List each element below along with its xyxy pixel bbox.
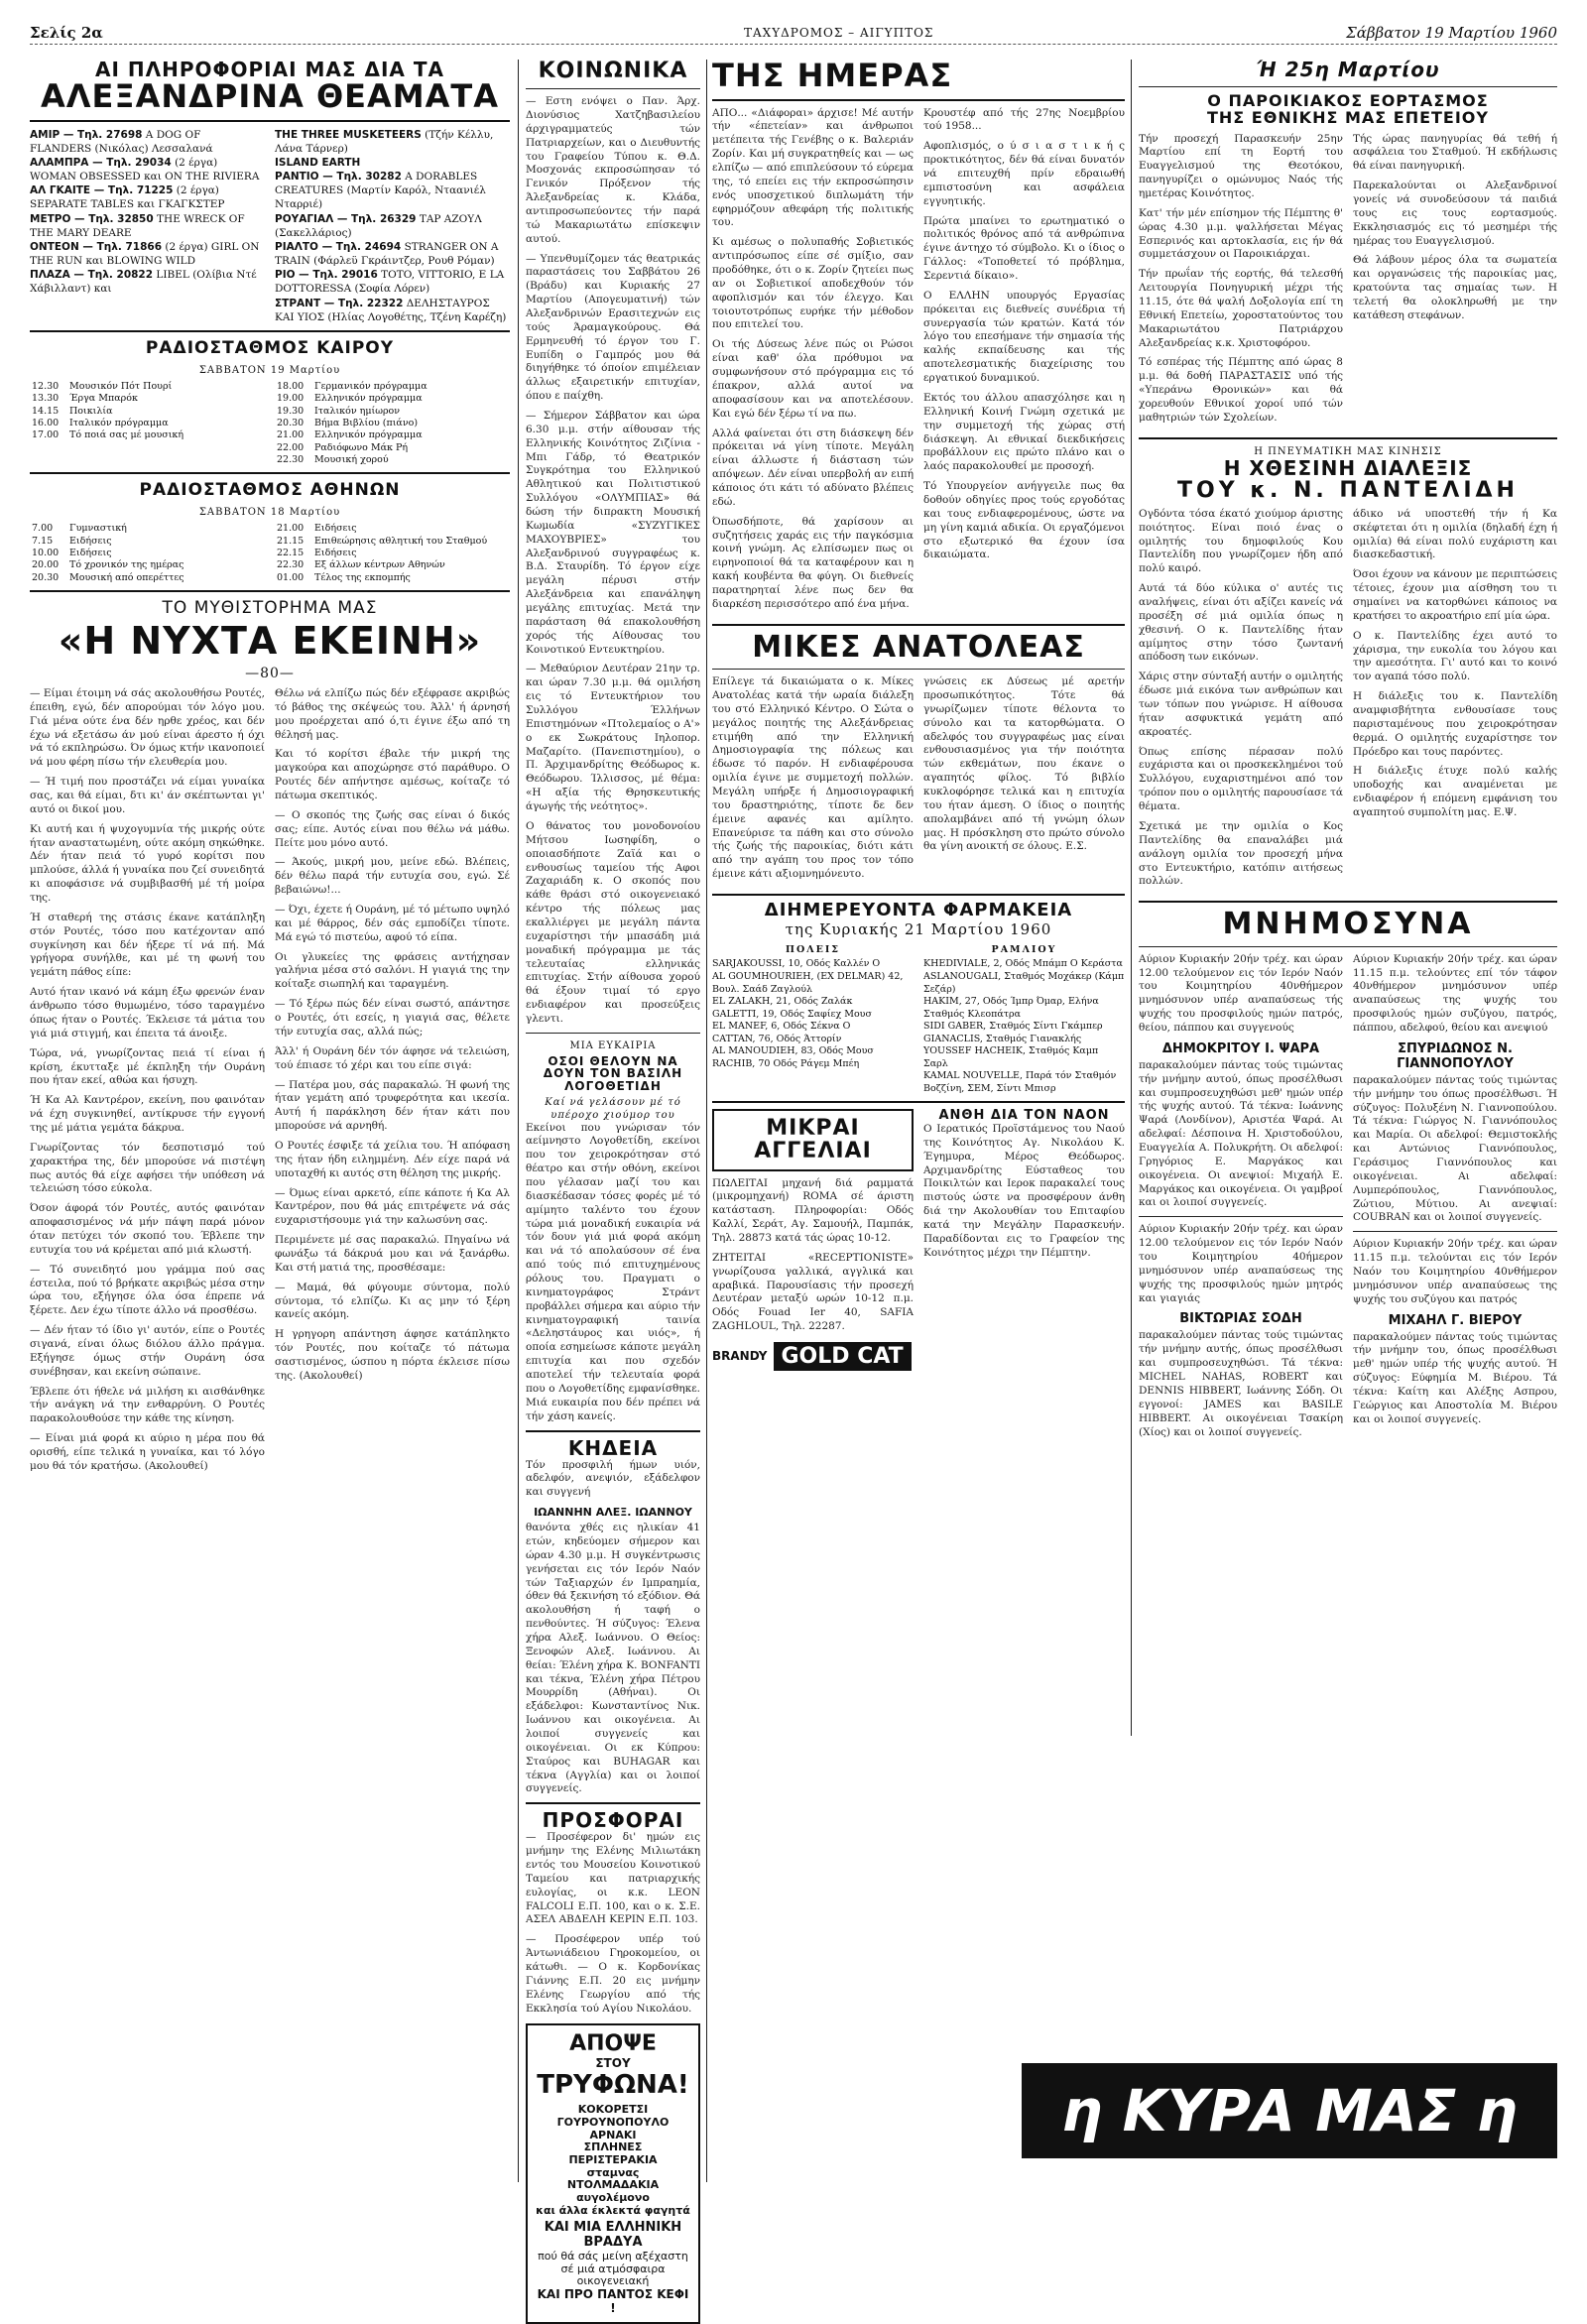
memorial-name: ΔΗΜΟΚΡΙΤΟΥ Ι. ΨΑΡΑ <box>1161 1040 1320 1056</box>
day-paragraph: Όπωσδήποτε, θά χαρίσουν αι συζητήσεις χαράς εις τήν παγκόσμια κοινή γνώμη. Ας ελπίσωμεν πως οι ειρηνοποιοί θά τα καταφέρουν και η κακή κουβέντα θα φύγη. Οι διεθνείς παρατηρηταί λένε πως δεν θα διαρκέση περισσότερο από ένα μήνα. <box>712 515 914 610</box>
pharmacies-list <box>712 942 1125 1095</box>
cinema-entry <box>30 212 265 240</box>
social-item: — Εστη ενόψει ο Παν. Άρχ. Διονύσιος Χατζηβασιλείου άρχιγραμματεύς τών Πατριαρχείων, και ο Διευθυντής του Γραφείου Τύπου κ. Θ.Δ. Μοσχονάς εκπροσώπησαν τό Γενικόν Πρόξενον τής Άλεξανδρείας κ. Κλάδα, αντιπροσωπεύοντες τήν παρά τώ Μακαριωτάτω επίσκεψιν αυτού. <box>526 95 700 245</box>
novel-paragraph: Έβλεπε ότι ήθελε νά μιλήση κι αισθάνθηκε τήν ανάγκη νά την ενθαρρύνη. Ο Ρουτές παρακολουθούσε την κάθε της κίνηση. <box>30 1385 265 1425</box>
novel-paragraph: Οι γλυκείες της φράσεις αντήχησαν γαλήνια μέσα στό σαλόνι. Η γιαγιά της την κοίταξε σιωπηλή και ταραγμένη. <box>275 950 510 991</box>
cinema-listings <box>30 128 510 324</box>
program-time: 12.30 <box>32 381 60 392</box>
lecture-title-2: ΤΟΥ κ. Ν. ΠΑΝΤΕΛΙΔΗ <box>1177 477 1519 503</box>
novel-paragraph: Όσον άφορά τόν Ρουτές, αυτός φαινόταν αποφασισμένος νά μήν πάψη παρά μόνον όταν πετύχει τόν σκοπό του. Έβλεπε την ευτυχία του νά κρέμεται από μιά κλωστή. <box>30 1202 265 1256</box>
novel-paragraph: Τώρα, νά, γνωρίζοντας πειά τί είναι ή κρίση, έκυτταξε μέ έκπληξη τήν Ουράνη που ήταν εκεί, αθώα και ήσυχη. <box>30 1046 265 1087</box>
page-number: Σελίς 2α <box>30 24 103 42</box>
program-time: 22.15 <box>277 548 305 559</box>
festival-paragraph: Τήν πρωΐαν τής εορτής, θά τελεσθή Λειτουργία Πονηγυρική μέχρι τής 11.15, ότε θά ψαλή Δοξολογία επί τη Εθνική Επετείω, χοροστατούντος του Μακαριωτάτου Πατριάρχου Αλεξανδρείας κ.κ. Χριστοφόρου. <box>1139 268 1343 349</box>
pharmacy-entry: KAMAL NOUVELLE, Παρά τόν Σταθμόν Βοζζίνη, ΣΕΜ, Σίντι Μπισρ <box>923 1070 1117 1094</box>
program-time: 17.00 <box>32 429 60 441</box>
program-row <box>275 393 510 405</box>
novel-paragraph: Ο Ρουτές έσφιξε τά χείλια του. Ή απόφαση της ήταν ήδη ειλημμένη. Δέν είχε παρά νά υποταχθή κι αυτός στη θέληση της μικρής. <box>275 1139 510 1179</box>
festival-paragraph: Τήν προσεχή Παρασκευήν 25ην Μαρτίου επί τη Εορτή του Ευαγγελισμού της Θεοτόκου, πανηγυρίζει ο ομώνυμος Ναός τής ημετέρας Κοινότητος. <box>1139 132 1343 200</box>
novel-paragraph: — Ο σκοπός της ζωής σας είναι ό δικός σας; είπε. Αυτός είναι που θέλω νά μάθω. Πείτε μου μόνο αυτό. <box>275 808 510 849</box>
day-text-right <box>923 107 1125 618</box>
lecture-body <box>1139 508 1557 895</box>
ad-kefi: ΚΑΙ ΠΡΟ ΠΑΝΤΟΣ ΚΕΦΙ ! <box>537 2286 689 2315</box>
ad-menu <box>534 2104 692 2217</box>
cinema-list-left <box>30 128 265 324</box>
cinema-film: ΔΕΛΗΣΤΑΥΡΟΣ ΚΑΙ ΥΙΟΣ (Ηλίας Λογοθέτης, Τζένη Καρέζη) <box>275 297 507 323</box>
memorial-text: παρακαλούμεν πάντας τούς τιμώντας τήν μνήμην του, όπως προσέλθωσι μεθ' ημών υπέρ τής ψυχής αυτού. Ή σύζυγος: Εύφημία Μ. Βιέρου. Τά τέκνα: Καίτη και Αλέξης Ασπρου, Γεώργιος και Αποστολία Μ. Βιέρου και οι λοιποί συγγενείς. <box>1353 1330 1557 1425</box>
day-paragraph: Πρώτα μπαίνει το ερωτηματικό ο πολιτικός θρόνος από τά ανθρώπινα έγινε άντηχο τό σύμβολο. Κι ο ίδιος ο Γάλλος: «Τοποθετεί τό πρόβλημα, Σερεντιά δίκαιο». <box>923 214 1125 283</box>
cinema-film: A DOG OF FLANDERS (Νικόλας) Λεσσαλανά <box>30 128 213 155</box>
pharmacy-entry: AL MANOUDIEH, 83, Οδός Μουσ <box>712 1045 874 1057</box>
column-rule <box>1131 60 1132 1736</box>
program-row <box>275 454 510 466</box>
novel-body <box>30 687 510 1480</box>
lecture-paragraph: Όσοι έχουν να κάνουν με περιπτώσεις τέτοιες, έχουν μια αίσθηση του τι σημαίνει να κατορθώνει κάποιος να κρατήσει το ακροατήριο επί μία ώρα. <box>1353 568 1557 622</box>
program-row <box>275 381 510 393</box>
radio-athens-day: ΣΑΒΒΑΤΟΝ 18 Μαρτίου <box>198 507 341 519</box>
mikes-title: ΜΙΚΕΣ ΑΝΑΤΟΛΕΑΣ <box>752 629 1085 665</box>
opportunity-subtitle: Καί νά γελάσουν μέ τό υπέροχο χιούμορ του <box>545 1096 681 1121</box>
funeral-intro: Τόν προσφιλή ήμων υιόν, αδελφόν, ανεψιόν, εξάδελφον και συγγενή <box>526 1458 700 1499</box>
cinema-name: ΜΕΤΡΟ — Τηλ. 32850 <box>30 212 154 225</box>
pharmacy-entry: CATTAN, 76, Οδός Άττορίν <box>712 1033 842 1044</box>
novel-title: «Η ΝΥΧΤΑ ΕΚΕΙΝΗ» <box>58 619 482 664</box>
cinema-name: ΣΤΡΑΝΤ — Τηλ. 22322 <box>275 297 404 309</box>
program-time: 21.00 <box>277 523 305 535</box>
funeral-text: θανόντα χθές εις ηλικίαν 41 ετών, κηδεύομεν σήμερον και ώραν 4.30 μ.μ. Η συγκέντρωσις γενήσεται εις τόν Ιερόν Ναόν τών Ταξιαρχών έν Ιμπραημία, όθεν θά ξεκινήση τό εξόδιον. Θά ακολουθήση ή ταφή ο πενθούντες. Ή σύζυγος: Έλενα χήρα Αλεξ. Ιωάννου. Ο Θείος: Ξενοφών Αλεξ. Ιωάννου. Αι θείαι: Έλένη χήρα Κ. BONFANTI και τέκνα, Έλένη χήρα Πέτρου Μουρρίδη (Αθήναι). Οι εξάδελφοι: Κωνσταντίνος Νικ. Ιωάννου και οικογένεια. Αι λοιποί συγγενείς και οικογένειαι. Οι εκ Κύπρου: Σταύρος και BUHAGAR και τέκνα (Αγγλία) και οι λοιποί συγγενείς. <box>526 1522 700 1795</box>
novel-paragraph: — Μαμά, θά φύγουμε σύντομα, πολύ σύντομα, τό ελπίζω. Κι ας μην τό ξέρη κανείς ακόμη. <box>275 1281 510 1321</box>
memorial-text: παρακαλούμεν πάντας τούς τιμώντας τήν μνήμην αυτού, όπως προσέλθωσι και συμπροσευχηθώσι μεθ' ημών υπέρ τής ψυχής αυτού. Τά τέκνα: Ιωάννης Ψαρά (Λονδίνον), Αριστέα Ψαρά. Αι αδελφαί: Δέσποινα Η. Χριστοδούλου, Ευαγγελία Α. Πολυκρήτη. Οι αδελφοί: Γρηγόριος Ε. Μαργάκος και οικογένεια. Οι ανεψιοί: Μιχαήλ Ε. Μαργάκος και οικογένεια. Οι γαμβροί και οι λοιποί συγγενείς. <box>1139 1058 1343 1209</box>
program-time: 7.15 <box>32 535 54 547</box>
program-row <box>275 548 510 559</box>
novel-paragraph: — Είμαι έτοιμη νά σάς ακολουθήσω Ρουτές, έπειθη, εγώ, δέν απορούμαι τόν λόγο μου. Γιά μένα ούτε ένα δέν ηρθε χρέος, και δέν έχω νά εξετάσω άν μού είναι άρεστο ή όχι νά τό εκπληρώσω. Όν όμως κτήν ικανοποιεί νά μου φέρη πίσω τήν ελευθερία μου. <box>30 687 265 769</box>
program-time: 16.00 <box>32 418 60 429</box>
memorial-intro: Αύριον Κυριακήν 20ήν τρέχ. και ώραν 12.00 τελούμενον εις τόν Ιερόν Ναόν του Κοιμητηρίου 40νθήμερον μνημόσυνον υπέρ αναπαύσεως τής ψυχής του προσφιλούς ημών πατρός, θείου, πάππου και συγγενούς <box>1139 952 1343 1035</box>
festival-paragraph: Τό εσπέρας τής Πέμπτης από ώρας 8 μ.μ. θά δοθή ΠΑΡΑΣΤΑΣΙΣ υπό τής «Υπεράνω Θρονικών» και θά χορευθούν Εθνικοί χοροί υπό τών μαθητριών τών Σχολείων. <box>1139 356 1343 424</box>
lecture-paragraph: άδικο νά υποστεθή τήν ή Κα σκέφτεται ότι η ομιλία (δηλαδή έχη ή ομιλία) θά είναι πολύ ευχάριστη και διασκεδαστική. <box>1353 507 1557 561</box>
program-title: Επιθεώρησις αθλητική του Σταθμού <box>314 535 488 547</box>
classifieds-box <box>712 1109 914 1170</box>
memorials-right <box>1353 953 1557 1446</box>
festival-title-1: Ο ΠΑΡΟΙΚΙΑΚΟΣ ΕΟΡΤΑΣΜΟΣ <box>1207 91 1489 110</box>
tryfonas-ad <box>526 2023 700 2323</box>
flowers-text: Ο Ιερατικός Προϊστάμενος του Ναού της Κοινότητος Αγ. Νικολάου Κ. Έγημυρα, Μέρος Θεόδωρος. Αρχιμανδρίτης Εύσταθεος του Ποικιλτών και Ιεροκ παρακαλεί τους πιστούς ώστε να προσφέρουν άνθη διά την Ακολουθίαν του Επιταφίου κατά την Μεγάλην Παρασκευήν. Παραδίδονται εις το Γραφείον της Κοινότητος μέχρι την Πέμπτην. <box>923 1122 1125 1259</box>
column-rule <box>518 60 519 2182</box>
mikes-body <box>712 675 1125 888</box>
program-time: 7.00 <box>32 523 54 535</box>
column-rule <box>706 60 707 2182</box>
classifieds-title: ΜΙΚΡΑΙ ΑΓΓΕΛΙΑΙ <box>754 1116 872 1164</box>
program-title: Ποικιλία <box>69 405 113 417</box>
pharmacies-date: της Κυριακής 21 Μαρτίου 1960 <box>785 919 1052 938</box>
cinema-title: ΑΛΕΞΑΝΔΡΙΝΑ ΘΕΑΜΑΤΑ <box>41 77 499 115</box>
ad-menu-item: σταμνας <box>586 2165 640 2179</box>
pharmacy-entry: AL GOUMHOURIEH, (EX DELMAR) 42, Βουλ. Σαάδ Ζαγλούλ <box>712 971 904 995</box>
memorials-body <box>1139 953 1557 1446</box>
cinema-name: ΟΝΤΕΟΝ — Τηλ. 71866 <box>30 240 163 253</box>
program-title: Μουσική από οπερέττες <box>69 571 184 583</box>
program-time: 22.30 <box>277 454 305 466</box>
day-text-left <box>712 107 914 618</box>
radio-athens-title: ΡΑΔΙΟΣΤΑΘΜΟΣ ΑΘΗΝΩΝ <box>139 480 401 501</box>
program-time: 21.15 <box>277 535 305 547</box>
memorial-text: παρακαλούμεν πάντας τούς τιμώντας τήν μνήμην του όπως προσέλθωσι. Ή σύζυγος: Πολυξένη Ν. Γιαννοπούλου. Τά τέκνα: Γιώργος Ν. Γιαννόπουλος και Μαρία. Οι αδελφοί: Θεμιστοκλής και Αντώνιος Γιαννόπουλος, Γεράσιμος Γιαννόπουλος και οικογένειαι. Αι αδελφαί: Λυμπερόπουλος, Γιαννόπουλος, Ζώτιου, Μύτιου. Αι ανεψιαί: COUBRAN και οι λοιποί συγγενείς. <box>1353 1073 1557 1224</box>
program-row <box>30 523 265 535</box>
novel-paragraph: Αυτό ήταν ικανό νά κάμη έξω φρενών έναν άνθρωπο τόσο θυμωμένο, τόσο ταραγμένο όπως ήταν ο Ρουτές. Έκλεισε τά μάτια του γιά μιά στιγμή, και έπειτα τά άνοιξε. <box>30 986 265 1040</box>
program-row <box>30 418 265 429</box>
cinema-entry <box>275 170 510 212</box>
program-row <box>275 406 510 418</box>
pharmacy-entry: GIANACLIS, Σταθμός Γιανακλής <box>923 1033 1082 1044</box>
ad-tryfona: ΤΡΥΦΩΝΑ! <box>537 2069 689 2100</box>
program-time: 19.00 <box>277 393 305 405</box>
lecture-paragraph: Όπως επίσης πέρασαν πολύ ευχάριστα και οι προσκεκλημένοι τού Συλλόγου, ευχαριστημένοι από τον τρόπον που ο ομιλητής παρουσίασε τά θέματα. <box>1139 745 1343 813</box>
program-title: Ιταλικόν πρόγραμμα <box>69 418 169 429</box>
program-row <box>30 536 265 548</box>
cinema-film: (2 έργα) SEPARATE TABLES και ΓΚΑΓΚΣΤΕΡ <box>30 184 225 211</box>
novel-paragraph: Και τό κορίτσι έβαλε τήν μικρή της μαγκούρα και αποχώρησε στό παράθυρο. Ο Ρουτές δέν απήντησε αμέσως, κοίταζε τό πάτωμα σκεπτικός. <box>275 748 510 802</box>
lecture-paragraph: Αυτά τά δύο κύλικα ο' αυτές τις αναλήψεις, είναι ότι αξίζει κανείς νά προσέξη σέ μιά ομιλία όπως η χθεσινή. Ο κ. Παντελίδης ήταν αμίμητος στην τόσο ζωντανή απόδοση των εικόνων. <box>1139 582 1343 664</box>
program-time: 14.15 <box>32 405 60 417</box>
lecture-paragraph: Σχετικά με την ομιλία ο Κος Παντελίδης θα επαναλάβει μιά ανάλογη ομιλία τον προσεχή μήνα στο Εντευκτήριο, κατόπιν αιτήσεως πολλών. <box>1139 819 1343 888</box>
lower-notices <box>712 1109 1125 1371</box>
program-title: Βήμα Βιβλίου (πιάνο) <box>314 418 419 429</box>
program-title: Γυμναστική <box>69 523 127 535</box>
day-paragraph: Ο ΕΛΛΗΝ υπουργός Εργασίας πρόκειται εις διεθνείς συνέδρια τή συνεργασία τών κρατών. Κατά τόν λόγο του επεσήμανε τήν σημασία τής καλής εκπαίδευσης και τής αποτελεσματικής διαχείρισης του εργατικού δυναμικού. <box>923 289 1125 385</box>
cinema-name: ΑΛ ΓΚΑΙΤΕ — Τηλ. 71225 <box>30 184 174 197</box>
day-paragraph: Αλλά φαίνεται ότι στη διάσκεψη δέν πρόκειται νά γίνη τίποτε. Μεγάλη είναι άλλωστε ή διάσταση τών απόψεων. Δέν είναι υπερβολή αν ειπή κάποιος ότι κάτι τό αδύνατο βλέπεις εδώ. <box>712 427 914 508</box>
program-title: Ελληνικόν πρόγραμμα <box>314 393 423 405</box>
program-row <box>275 523 510 535</box>
program-title: Ειδήσεις <box>69 535 112 547</box>
memorial-intro: Αύριον Κυριακήν 20ήν τρέχ. και ώραν 11.15 π.μ. τελούντες επί τόν τάφον 40νθήμερον μνημόσυνον υπέρ αναπαύσεως της ψυχής του προσφιλούς ημών συζύγου, πατρός, πάππου, αδελφού, θείου και ανεψιού <box>1353 952 1557 1035</box>
pharmacy-entry: EL ZALAKH, 21, Οδός Ζαλάκ <box>712 996 853 1008</box>
cinema-entry <box>275 268 510 296</box>
ad-menu-item: ΑΡΝΑΚΙ <box>589 2128 637 2141</box>
program-title: Ειδήσεις <box>314 548 357 559</box>
day-paragraph: Κι αμέσως ο πολυπαθής Σοβιετικός αντιπρόσωπος είπε σέ σμίξιο, σαν προδόθηκε, ότι ο κ. Ζορίν ζητείει πως αν οι Σοβιετικοί αποδεχθούν τόν αφοπλισμόν και τόν έλεγχο. Και τοιουτοτρόπως ευρήκε τήν μέθοδον που επιτελεί του. <box>712 236 914 331</box>
memorial-intro: Αύριον Κυριακήν 20ήν τρέχ. και ώραν 12.00 τελούμενον εις τόν Ιερόν Ναόν του Κοιμητηρίου 40ήμερον μνημόσυνον υπέρ αναπαύσεως της ψυχής της προσφιλούς ημών μητρός και γιαγιάς <box>1139 1223 1343 1304</box>
opportunity-title: ΟΣΟΙ ΘΕΛΟΥΝ ΝΑ ΔΟΥΝ ΤΟΝ ΒΑΣΙΛΗ ΛΟΓΟΘΕΤΙΔΗ <box>543 1053 683 1093</box>
pharmacy-entry: GALETTI, 19, Οδός Σαφίεχ Μουσ <box>712 1008 872 1020</box>
program-time: 20.30 <box>32 571 60 583</box>
program-row <box>30 393 265 405</box>
pharmacies-ramleh <box>923 958 1125 1095</box>
mikes-text-right: γνώσεις εκ Δύσεως μέ αρετήν προσωπικότητος. Τότε θά γνωρίζωμεν τίποτε θέλοντα το σύνολο και τα κατορθώματα. Ο αδελφός του συγγραφέως μας είναι ενθουσιασμένος για τήν ποιότητα τών εκθεμάτων, που έκανε ο αγαπητός φίλος. Τό βιβλίο κυκλοφόρησε τελικά και η επιτυχία του ήταν άμεση. Ο ίδιος ο ποιητής απολαμβάνει από τή γνώμη όλων μας. Η πρόσκληση στο πρώτο σύνολο θα γίνη ανοικτή σε όλους. Ε.Σ. <box>923 675 1125 853</box>
cinema-name: ΡΙΟ — Τηλ. 29016 <box>275 269 378 282</box>
program-row <box>275 572 510 584</box>
program-time: 13.30 <box>32 393 60 405</box>
program-title: Έργα Μπαρόκ <box>69 393 138 405</box>
ad-unforgettable: πού θά σάς μείνη αξέχαστη <box>538 2250 688 2263</box>
day-paragraph: Οι τής Δύσεως λένε πώς οι Ρώσοι είναι καθ' όλα πρόθυμοι να συμφωνήσουν στό πρόγραμμα εις τό έπακρον, αλλά αυτοί να αποφασίσουν και να αποτελέσουν. Και εγώ δέν ξέρω τί να πω. <box>712 338 914 420</box>
program-row <box>30 548 265 559</box>
funeral-title: ΚΗΔΕΙΑ <box>567 1435 659 1460</box>
program-time: 19.30 <box>277 405 305 417</box>
program-time: 10.00 <box>32 548 60 559</box>
kyra-mamm-banner: η ΚΥΡΑ ΜΑΣ η ΜΑΜΜΗ <box>1022 2063 1557 2158</box>
cinema-entry <box>30 240 265 268</box>
offering-item: — Προσέφερον δι' ημών εις μνήμην της Ελένης Μιλιωτάκη εντός του Μουσείου Κοινοτικού Ταμείου και πατριαρχικής ευλογίας, οι κ.κ. LEON FALCOLI Ε.Π. 100, και ο κ. Σ.Ε. ΑΣΕΛ ΑΒΔΕΛΗ ΚΕΡΙΝ Ε.Π. 103. <box>526 1831 700 1926</box>
program-row <box>30 559 265 571</box>
ad-menu-item: και άλλα έκλεκτά φαγητά <box>536 2203 690 2217</box>
ad-menu-item: ΚΟΚΟΡΕΤΣΙ <box>577 2103 649 2117</box>
program-row <box>275 429 510 441</box>
offering-item: — Προσέφερον υπέρ τού Άντωνιάδειου Γηροκομείου, οι κάτωθι. — Ο κ. Κορδονίκας Γιάννης Ε.Π. 20 εις μνήμην Ελένης Γεωργίου από τής Εκκλησία τού Αγίου Νικολάου. <box>526 1933 700 2015</box>
program-title: Μουσικόν Πότ Πουρί <box>69 381 173 392</box>
newspaper-name: ΤΑΧΥΔΡΟΜΟΣ – ΑΙΓΥΠΤΟΣ <box>744 26 934 40</box>
novel-paragraph: — Δέν ήταν τό ίδιο γι' αυτόν, είπε ο Ρουτές σιγανά, είναι όλως διόλου άλλο πράγμα. Εξήγησε όμως στήν Ουράνη όσα συνέβησαν, και εκείνη σώπαινε. <box>30 1324 265 1378</box>
novel-paragraph: — Όχι, έχετε ή Ουράνη, μέ τό μέτωπο υψηλό και μέ θάρρος, δέν σάς εμποδίζει τίποτε. Μά εγώ τό πιστεύω, αφού τό είπα. <box>275 904 510 943</box>
program-time: 01.00 <box>277 571 305 583</box>
goldcat-ad <box>712 1342 914 1371</box>
lecture-paragraph: Η διάλεξις έτυχε πολύ καλής υποδοχής και αναμένεται με ενδιαφέρον ή επόμενη εμφάνιση του αγαπητού συμπολίτη μας. Ε.Ψ. <box>1353 765 1557 819</box>
lecture-paragraph: Χάρις στην σύνταξή αυτήν ο ομιλητής έδωσε μιά εικόνα των ανθρώπων και των τόπων που γνώρισε. Η αίθουσα ήταν ασφυκτικά γεμάτη από ακροατές. <box>1139 671 1343 738</box>
ad-menu-item: ΓΟΥΡΟΥΝΟΠΟΥΛΟ <box>556 2116 670 2130</box>
program-title: Τέλος της εκπομπής <box>314 571 411 583</box>
novel-paragraph: — Είναι μιά φορά κι αύριο η μέρα που θά ορισθή, είπε τελικά η γυναίκα, και τό λόγο μου θά τόν κρατήσω. (Ακολουθεί) <box>30 1432 265 1472</box>
program-row <box>275 418 510 429</box>
cinema-entry <box>275 212 510 240</box>
novel-paragraph: Ή Κα Αλ Καντρέρον, εκείνη, που φαινόταν νά έχη συγκινηθεί, αντίκρυσε τήν εγγονή της μέ μάτια γεμάτα δάκρυα. <box>30 1094 265 1134</box>
novel-paragraph: Άλλ' ή Ουράνη δέν τόν άφησε νά τελειώση, τού έπιασε τό χέρι και του είπε σιγά: <box>275 1044 510 1071</box>
festival-title-2: ΤΗΣ ΕΘΝΙΚΗΣ ΜΑΣ ΕΠΕΤΕΙΟΥ <box>1206 107 1489 127</box>
offerings-title: ΠΡΟΣΦΟΡΑΙ <box>542 1808 684 1833</box>
day-paragraph: Εκτός του άλλου απασχόλησε και η Ελληνική Κοινή Γνώμη σχετικά με την συμμετοχή τής χώρας στή διάσκεψη. Αι εθνικαί διεκδικήσεις προβάλλουν εις πρώτο πλάνο και ο λαός παρακολουθεί με προσοχή. <box>923 391 1125 473</box>
ad-menu-item: ΣΠΛΗΝΕΣ <box>583 2141 643 2154</box>
radio-cairo-program <box>30 381 510 466</box>
cinema-film: TOTO, VITTORIO, E LA DOTTORESSA (Σοφία Λόρεν) <box>275 269 505 296</box>
day-paragraph: Τό Υπουργείον ανήγγειλε πως θα δοθούν οδηγίες προς τούς εργοδότας και τους ενδιαφερομένους, ώστε να μη γίνη καμιά αδικία. Οι εργαζόμενοι στο εξωτερικό θα έχουν ίσα δικαιώματα. <box>923 480 1125 561</box>
pharmacies-title: ΔΙΗΜΕΡΕΥΟΝΤΑ ΦΑΡΜΑΚΕΙΑ <box>764 900 1073 921</box>
memorials-title: ΜΝΗΜΟΣΥΝΑ <box>1222 907 1474 942</box>
day-paragraph: ΑΠΟ... «Διάφοραι» άρχισε! Μέ αυτήν τήν «έπετείαν» και άνθρωποι μετέπειτα τής Γενέβης ο κ. Βαλεριάν Ζορίν. Και μή συγκρατηθείς και — ως ελπίζω — από επιπλεύσουν τό εύρεμα της, τό επείει εις τήν εκπροσώπησιν ενός υποσχετικού διπλωμάτη τήν εφηρμόζουν αθεφάρη τής πολιτικής του. <box>712 106 914 229</box>
cinema-entry <box>30 268 265 296</box>
social-item: — Υπενθυμίζομεν τάς θεατρικάς παραστάσεις του Σαββάτου 26 (Βράδυ) και Κυριακής 27 Μαρτίου (Απογευματινή) τών Αλεξανδρινών Ερασιτεχνών εις τούς Άραμαγκούρους. Θά Ερμηνευθή τό έργον του Γ. Ευπίδη ο Γαμπρός μου θά διηγήθηκε τό όποίον επιμέλειαν άλλως εξαιρετικήν επιτυχίαν, όπου ε παίχθη. <box>526 252 700 403</box>
festival-text-right <box>1353 133 1557 431</box>
issue-date: Σάββατον 19 Μαρτίου 1960 <box>1346 24 1557 42</box>
novel-installment: —80— <box>245 666 295 682</box>
program-time: 20.00 <box>32 559 60 571</box>
column-community <box>1139 60 1557 2043</box>
cinema-entry <box>275 128 510 156</box>
novel-paragraph: Περιμένετε μέ σας παρακαλώ. Πηγαίνω νά φωνάξω τά δάκρυά μου και νά ξανάρθω. Και στή ματιά της, προσθέσαμε: <box>275 1234 510 1274</box>
program-time: 22.00 <box>277 441 305 453</box>
program-title: Τό χρονικόν της ημέρας <box>69 559 184 571</box>
radio-cairo-day: ΣΑΒΒΑΤΟΝ 19 Μαρτίου <box>198 365 341 376</box>
lecture-text-left <box>1139 508 1343 895</box>
pharmacy-entry: HAKIM, 27, Οδός Ίμπρ Όμαρ, Ελήνα Σταθμός Κλεοπάτρα <box>923 996 1099 1020</box>
classifieds-list <box>712 1177 914 1334</box>
program-title: Τό ποιά σας μέ μουσική <box>69 429 184 441</box>
program-title: Ιταλικόν ημίωρον <box>314 405 401 417</box>
page-header <box>30 20 1557 46</box>
program-title: Εξ άλλων κέντρων Αθηνών <box>314 559 445 571</box>
novel-paragraph: — Τό συνειδητό μου γράμμα πού σας έστειλα, πού τό βρήκατε ακριβώς μέσα στην ώρα του, εξήγησε όλα όσα έπρεπε νά ξέρετε. Δεν έχω τίποτε άλλο νά πρoσθέσω. <box>30 1263 265 1317</box>
offerings-text <box>526 1831 700 2016</box>
novel-kicker: ΤΟ ΜΥΘΙΣΤΟΡΗΜΑ ΜΑΣ <box>162 598 378 619</box>
ad-atmosphere: σέ μιά ατμόσφαιρα οικογενειακή <box>560 2262 666 2288</box>
program-time: 21.00 <box>277 429 305 441</box>
divider <box>1353 1231 1557 1232</box>
ad-brandy: BRANDY <box>712 1348 768 1363</box>
lecture-title-1: Η ΧΘΕΣΙΝΗ ΔΙΑΛΕΞΙΣ <box>1223 455 1473 480</box>
ad-apopse: ΑΠΟΨΕ <box>569 2031 657 2057</box>
program-row <box>275 559 510 571</box>
novel-paragraph: — Τό ξέρω πώς δέν είναι σωστό, απάντησε ο Ρουτές, ότι εσείς, η γιαγιά σας, θέλετε τήν ευτυχία σας, αλλά πώς; <box>275 998 510 1038</box>
day-body <box>712 107 1125 618</box>
column-entertainment <box>30 60 510 2182</box>
novel-text-left <box>30 687 265 1480</box>
cinema-name: ΡΟΥΑΓΙΑΛ — Τηλ. 26329 <box>275 212 417 225</box>
festival-paragraph: Τής ώρας πανηγυρίας θά τεθή ή ασφάλεια του Σταθμού. Ή εκδήλωσις θά είναι πανηγυρική. <box>1353 132 1557 173</box>
program-title: Ειδήσεις <box>69 548 112 559</box>
cinema-list-right <box>275 128 510 324</box>
cinema-entry <box>275 297 510 324</box>
novel-paragraph: Η γρηγορη απάντηση άφησε κατάπληκτο τόν Ρουτές, που κοίταζε τό πάτωμα σαστισμένος, ώσπου η πόρτα έκλεισε πίσω της. (Ακολουθεί) <box>275 1328 510 1382</box>
cinema-film: A DORABLES CREATURES (Μαρτίν Καρόλ, Νταανιέλ Νταρριέ) <box>275 171 486 211</box>
festival-text-left <box>1139 133 1343 431</box>
program-time: 20.30 <box>277 418 305 429</box>
program-row <box>30 572 265 584</box>
pharmacy-entry: RACHIB, 70 Οδός Ράγεμ Μπέη <box>712 1057 860 1069</box>
pharmacies-city-header: ΠΟΛΕΙΣ <box>785 943 841 955</box>
program-time: 18.00 <box>277 381 305 392</box>
novel-paragraph: Ή σταθερή της στάσις έκανε κατάπληξη στόν Ρουτές, τόσο που κατέχονταν από συγκίνηση και δέν ήξερε τί νά πή. Μά γρήγορα συνήλθε, και μέ τη φωνή του γεμάτη πάθος είπε: <box>30 911 265 979</box>
cinema-name: ΡΑΝΤΙΟ — Τηλ. 30282 <box>275 171 402 183</box>
radio-cairo-title: ΡΑΔΙΟΣΤΑΘΜΟΣ ΚΑΙΡΟΥ <box>145 338 395 358</box>
program-row <box>275 442 510 454</box>
ad-menu-item: ΝΤΟΛΜΑΔΑΚΙΑ <box>566 2178 660 2192</box>
program-title: Γερμανικόν πρόγραμμα <box>314 381 427 392</box>
program-row <box>275 536 510 548</box>
cinema-name: ΡΙΑΛΤΟ — Τηλ. 24694 <box>275 240 402 253</box>
day-paragraph: Αφοπλισμός, ο ύ σ ι α σ τ ι κ ή ς προκτικότητος, δέν θά είναι δυνατόν νά επιτευχθή πρίν εδραιωθή εμπιστοσύνη και ασφάλεια εγγυητικής. <box>923 140 1125 207</box>
opportunity-kicker: ΜΙΑ ΕΥΚΑΙΡΙΑ <box>569 1040 657 1051</box>
mikes-text-left: Επίλεγε τά δικαιώματα ο κ. Μίκες Ανατολέας κατά τήν ωραία διάλεξη του στό Ελληνικό Κέντρο. Ο Σώτα ο μεγάλος ποιητής της Αλεξάνδρειας ετιμήθη από την Ελληνική Δημοσιογραφία της πόλεως και έδωσε τό παρόν. Η ενδιαφέρουσα ομιλία έγινε με συμμετοχή πολλών. Μεγάλη υπήρξε ή Δημοσιογραφική του δραστηριότης, τίποτε δε δεν έμεινε αφανές και αμίλητο. Επανεύρισε τα πάθη και στο σύνολο τής ζωής τής παροικίας, διότι κάτι από την αγάπη του προς τον τόπο έμεινε κάτι αξιομνημόνευτο. <box>712 675 914 881</box>
flowers-title: ΑΝΘΗ ΔΙΑ ΤΟΝ ΝΑΟΝ <box>938 1108 1110 1124</box>
novel-paragraph: Γνωρίζοντας τόν δεσποτισμό τού χαρακτήρα της, δέν μπορούσε νά πιστέψη πως αυτός θά είχε αφήσει τήν υπόθεση νά τελειώση τόσο εύκολα. <box>30 1141 265 1195</box>
cinema-film: LIBEL (Ολίβια Ντέ Χάβιλλαντ) και <box>30 269 257 296</box>
memorial-intro: Αύριον Κυριακήν 20ήν τρέχ. και ώραν 11.15 π.μ. τελούνται εις τόν Ιερόν Ναόν του Κοιμητηρίου 40νθήμερον μνημόσυνον υπέρ αναπαύσεως της ψυχής του συζύγου και πατρός <box>1353 1238 1557 1305</box>
ad-menu-item: αυγολέμονο <box>576 2190 650 2204</box>
program-title: Ειδήσεις <box>314 523 357 535</box>
cinema-entry <box>30 156 265 183</box>
classified-ad: ΖΗΤΕΙΤΑΙ «RECEPTIONISTE» γνωρίζουσα γαλλικά, αγγλικά και αραβικά. Παρουσίασις τήν προσεχή Δευτέραν μεταξύ ωρών 10-12 π.μ. Οδός Fouad Ier 40, SAFIA ZAGHLOUL, Τηλ. 22287. <box>712 1251 914 1333</box>
program-title: Μουσική χορού <box>314 454 389 466</box>
cinema-entry <box>275 156 510 170</box>
pharmacy-entry: KHEDIVIALE, 2, Οδός Μπάμπ Ο Κεράστα <box>923 958 1123 970</box>
program-title: Ελληνικόν πρόγραμμα <box>314 429 423 441</box>
cinema-name: ISLAND EARTH <box>275 156 361 169</box>
novel-paragraph: — Ή τιμή που προστάζει νά είμαι γυναίκα σας, και θά είμαι, δτι κι' άν σκέπτωνται γι' αυτό οι δικοί μου. <box>30 776 265 815</box>
pharmacy-entry: YOUSSEF HACHEIK, Σταθμός Καμπ Σαρλ <box>923 1045 1099 1069</box>
column-social <box>526 59 700 2315</box>
pharmacy-entry: SARJAKOUSSI, 10, Οδός Καλλέν Ο <box>712 958 881 970</box>
festival-paragraph: Παρεκαλούνται οι Αλεξανδρινοί γονείς νά συνοδεύσουν τά παιδιά τους εις τους εορτασμούς. Εκκλησιασμός εις τό μεσημέρι τής ημέρας του Ευαγγελισμού. <box>1353 180 1557 247</box>
divider <box>1139 1216 1343 1217</box>
ad-greek-night: ΚΑΙ ΜΙΑ ΕΛΛΗΝΙΚΗ ΒΡΑΔΥΑ <box>544 2220 682 2251</box>
ad-menu-item: ΠΕΡΙΣΤΕΡΑΚΙΑ <box>568 2152 658 2166</box>
memorial-name: ΣΠΥΡΙΔΩΝΟΣ Ν. ΓΙΑΝΝΟΠΟΥΛΟΥ <box>1397 1040 1514 1071</box>
cinema-name: ΠΛΑΖΑ — Τηλ. 20822 <box>30 269 154 282</box>
social-news <box>526 95 700 1027</box>
social-item: — Σήμερον Σάββατον και ώρα 6.30 μ.μ. στήν αίθουσαν τής Ελληνικής Κοινότητος Ζιζίνια - Μπι Γάδρ, τό Θεατρικόν Συγκρότημα του Ελληνικού Αθλητικού και Πολιτιστικού Συλλόγου «ΟΛΥΜΠΙΑΣ» θά δώση τήν διπρακτη Μουσική Κωμωδία «ΣΥΖΥΓΙΚΕΣ ΜΑΧΟΥΒΡΙΕΣ» του Αλεξανδρινού συγγραφέως κ. Β.Δ. Σταυρίδη. Τό έργον είχε μεγάλη πέρυσι στήν Αλεξάνδρεια και επανάληψη μεγάλης επιτυχίας. Μετά την παράσταση θά επακολουθήση χορός τής Αίθουσας του Κοινοτικού Εντευκτηρίου. <box>526 410 700 656</box>
novel-paragraph: Θέλω νά ελπίζω πώς δέν εξέφρασε ακριβώς τό βάθος της σκέψεώς του. Άλλ' ή άρνησή μου προέρχεται από ό,τι έγινε έξω από τη θέλησή μας. <box>275 687 510 741</box>
opportunity-text: Εκείνοι που γνώρισαν τόν αείμνηστο Λογοθετίδη, εκείνοι που τον χειροκρότησαν στό θέατρο και στήν οθόνη, εκείνοι που γέλασαν μαζί του και διασκέδασαν τόσες φορές μέ τό αμίμητο ταλέντο του έχουν τώρα μιά μοναδική ευκαιρία νά τόν δουν γιά μιά φορά ακόμη και νά τό απολαύσουν σέ ένα από τούς πιό επιτυχημένους ρόλους του. Πραγματι ο κινηματογράφος Στράντ προβάλλει σήμερα και αύριο τήν κινηματογραφική ταινία «Δεληστάυρος και υιός», ή οποία εσημείωσε κάποτε μεγάλη επιτυχία και που σχεδόν αποτελεί τήν τελευταία φορά που ο Λογοθετίδης εμφανίσθηκε. Μιά ευκαιρία που δέν πρέπει νά τήν χάση κανείς. <box>526 1121 700 1422</box>
column-day <box>712 57 1125 2182</box>
novel-paragraph: — Όμως είναι αρκετό, είπε κάποτε ή Κα Αλ Καντρέρον, που θά μάς επιτρέψετε νά σάς ευχαριστήσουμε γιά την καλωσύνη σας. <box>275 1186 510 1227</box>
cinema-name: ΑΛΑΜΠΡΑ — Τηλ. 29034 <box>30 156 172 169</box>
pharmacy-entry: SIDI GABER, Σταθμός Σίντι Γκάμπερ <box>923 1021 1103 1033</box>
cinema-kicker: ΑΙ ΠΛΗΡΟΦΟΡΙΑΙ ΜΑΣ ΔΙΑ ΤΑ <box>95 58 444 81</box>
ad-goldcat: GOLD CAT <box>774 1342 912 1371</box>
festival-paragraph: Κατ' τήν μέν επίσημον τής Πέμπτης θ' ώρας 4.30 μ.μ. ψαλλήσεται Μέγας Εσπερινός και αρτοκλασία, εις ήν θά συμμετάσχουν οι Παροικιάρχαι. <box>1139 206 1343 261</box>
lecture-paragraph: Η διάλεξις του κ. Παντελίδη αναμφισβήτητα ενθουσίασε τους παρισταμένους που χειροκρότησαν θερμά. Ο ομιλητής ευχαρίστησε τον Πρόεδρο και τους παρόντες. <box>1353 690 1557 758</box>
radio-athens-program <box>30 523 510 584</box>
memorial-text: παρακαλούμεν πάντας τούς τιμώντας τήν μνήμην αυτής, όπως προσέλθωσι και συμπροσευχηθώσι. Τά τέκνα: MICHEL NAHAS, ROBERT και DENNIS HIBBERT, Ιωάννης Σόδη. Οι εγγονοί: JAMES και BASILE HIBBERT. Αι οικογένειαι Τσακίρη (Χίος) και οι λοιποί συγγενείς. <box>1139 1329 1343 1438</box>
cinema-entry <box>30 128 265 156</box>
social-title: ΚΟΙΝΩΝΙΚΑ <box>538 59 688 83</box>
program-title: Ραδιόφωνο Μάκ Ρή <box>314 441 409 453</box>
classified-ad: ΠΩΛΕΙΤΑΙ μηχανή διά ραμματά (μικρομηχανή) ROMA σέ άριστη κατάσταση. Πληροφορίαι: Οδός Καλλί, Σεράτ, Αγ. Σαμουήλ, Παμπάκ, Τηλ. 28873 κατά τάς ώρας 10-12. <box>712 1176 914 1244</box>
cinema-film: (2 έργα) GIRL ON THE RUN και BLOWING WILD <box>30 240 260 268</box>
cinema-film: STRANGER ON A TRAIN (Φάρλεϋ Γκράιντζερ, Ρουθ Ρόμαν) <box>275 240 499 268</box>
lecture-text-right <box>1353 508 1557 895</box>
pharmacies-ramleh-header: ΡΑΜΛΙΟΥ <box>991 943 1057 955</box>
cinema-name: ΑΜΙΡ — Τηλ. 27698 <box>30 128 143 141</box>
lecture-paragraph: Ο κ. Παντελίδης έχει αυτό το χάρισμα, την ευκολία του λόγου και την αμεσότητα. Γι' αυτό και το κοινό τον αγαπά τόσο πολύ. <box>1353 629 1557 683</box>
pharmacy-entry: ASLANOUGALI, Σταθμός Μοχάκερ (Κάμπ Σεζάρ) <box>923 971 1125 995</box>
pharmacy-entry: EL MANEF, 6, Οδός Σέκνα Ο <box>712 1021 851 1033</box>
pharmacies-city <box>712 958 914 1070</box>
novel-text-right <box>275 687 510 1480</box>
social-item: — Μεθαύριον Δευτέραν 21ην τρ. και ώραν 7.30 μ.μ. θά ομιλήση εις τό Εντευκτήριον του Συλλόγου Έλλήνων Επιστημόνων «Πτολεμαίος ο Α'» ο εκ Σωκράτους Ιηλοπορ. Μαζαρίτο. (Πανεπιστημίου), ο Π. Άρχιμανδρίτης Θεόδωρος κ. Θεόδωρου. Ίλλισσος, μέ θέμα: «Η αξία τής Θρησκευτικής άγωγής τής νεότητος». <box>526 663 700 813</box>
day-title: ΤΗΣ ΗΜΕΡΑΣ <box>712 57 953 94</box>
cinema-film: ΤΑΡ ΑΖΟΥΛ (Σακελλάριος) <box>275 212 482 239</box>
ad-stou: ΣΤΟΥ <box>595 2055 631 2070</box>
cinema-name: THE THREE MUSKETEERS <box>275 128 422 141</box>
memorials-left <box>1139 953 1343 1446</box>
novel-paragraph: — Άκούς, μικρή μου, μείνε εδώ. Βλέπεις, δέν θέλω παρά τήν ευτυχία σου, εγώ. Σέ βεβαιώνω!... <box>275 856 510 897</box>
cinema-film: (2 έργα) WOMAN OBSESSED και ON THE RIVIERA <box>30 156 260 183</box>
social-item: Ο θάνατος του μονοδονοίου Μήτσου Ιωσηφίδη, ο οποιασδήποτε Ζαϊά και ο ενθουσίως ταμείου τής Αφοι Ζαχαριάδη κ. Ο σκοπός που κάθε θράσι στό οικογενειακό κέντρο τής πόλεως μας εκαλλιέργει με μεγάλη πάντα ευχαρίστησι τήν μπασάδη μιά μοναδική πρόγραμμα με τάς τελευταίας ελληνικάς επιτυχίας. Στήν αίθουσα χορού θά έξουν τιμαί τό εργο ενδιαφέρον και προσεύξεις γλεντι. <box>526 819 700 1025</box>
novel-paragraph: Κι αυτή και ή ψυχογυμνία τής μικρής ούτε ήταν αναστατωμένη, ούτε ακόμη σηκώθηκε. Δέν ήταν πειά τό γυρό κορίτσι που μπλούσε, άλλά ή γυναίκα που ζεί συνειδητά κι αποφάσισε νά συμβιβασθή μέ τή μοίρα της. <box>30 822 265 905</box>
lecture-paragraph: Ογδόντα τόσα έκατό χιούμορ άριστης ποιότητος. Είναι ποιό ένας ο ομιλητής του δημοφιλούς Κου Παντελίδη που γνωρίζομεν ήδη από πολύ καιρό. <box>1139 507 1343 575</box>
memorial-name: ΜΙΧΑΗΛ Γ. ΒΙΕΡΟΥ <box>1388 1312 1523 1328</box>
memorial-name: ΒΙΚΤΩΡΙΑΣ ΣΟΔΗ <box>1179 1311 1302 1327</box>
festival-body <box>1139 133 1557 431</box>
lecture-kicker: Η ΠΝΕΥΜΑΤΙΚΗ ΜΑΣ ΚΙΝΗΣΙΣ <box>1254 445 1442 457</box>
cinema-entry <box>30 183 265 211</box>
day-paragraph: Κρουστέφ από τής 27ης Νοεμβρίου τού 1958... <box>923 106 1125 133</box>
novel-paragraph: — Πατέρα μου, σάς παρακαλώ. Ή φωνή της ήταν γεμάτη από τρυφερότητα και ικεσία. Αυτή ή παράκληση δέν ήταν κάτι που μπορούσε νά αρνηθή. <box>275 1078 510 1133</box>
festival-date: Ή 25η Μαρτίου <box>1256 58 1440 81</box>
festival-paragraph: Θά λάβουν μέρος όλα τα σωματεία και οργανώσεις τής παροικίας μας, κρατούντα τας σημαίας των. Η τελετή θα ολοκληρωθή με την κατάθεση στεφάνων. <box>1353 254 1557 321</box>
cinema-film: (Τζήν Κέλλυ, Λάνα Τάρνερ) <box>275 128 494 155</box>
program-time: 22.30 <box>277 559 305 571</box>
program-row <box>30 429 265 441</box>
funeral-deceased-name: ΙΩΑΝΝΗΝ ΑΛΕΞ. ΙΩΑΝΝΟΥ <box>534 1506 692 1520</box>
program-row <box>30 406 265 418</box>
cinema-film: THE WRECK OF THE MARY DEARE <box>30 212 245 239</box>
cinema-entry <box>275 240 510 268</box>
program-row <box>30 381 265 393</box>
